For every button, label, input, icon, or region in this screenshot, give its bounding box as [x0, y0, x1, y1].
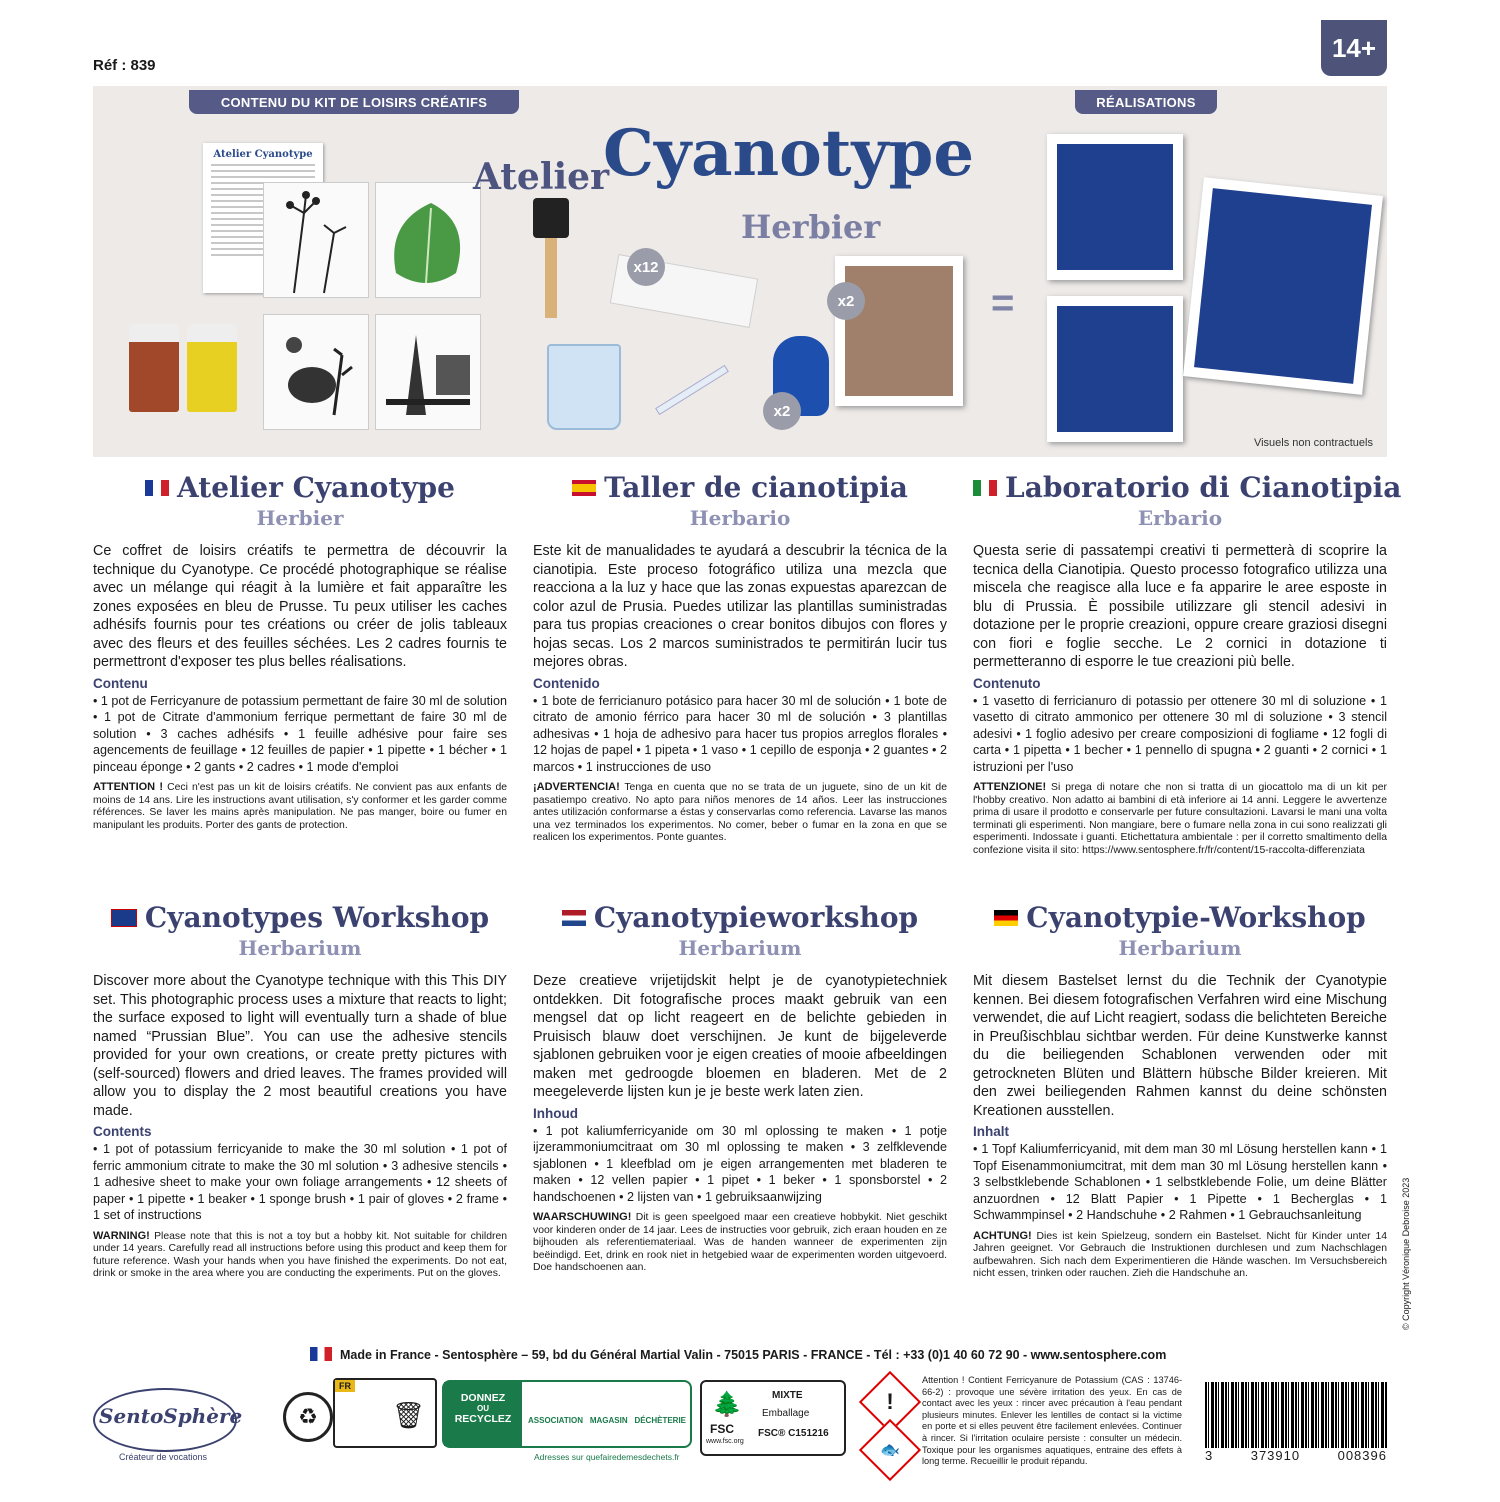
section-title: Laboratorio di Cianotipia	[1005, 471, 1402, 504]
warning-text: ATTENTION ! Ceci n'est pas un kit de loisirs créatifs. Ne convient pas aux enfants de moins de 14 ans. Lire les instructions avant utilisation, s'y conformer et les garder comme références. Se laver les mains après manipulation. Ne pas manger, boire ou fumer en manipulant les produits. Porter des gants de protection.	[93, 781, 508, 831]
contents-title: Inhalt	[973, 1124, 1009, 1139]
warning-text: WARNING! Please note that this is not a toy but a hobby kit. Not suitable for children under 14 years. Carefully read all instructions before using this product and keep them for future reference. Wash your hands when you have finished the experiments. Do not eat, drink or smoke in the area where you are conducting the experiments. Put on the gloves.	[93, 1229, 508, 1280]
section-title: Atelier Cyanotype	[177, 471, 455, 504]
recycle-bin-icon: 🗑	[391, 1400, 425, 1430]
flag-france-icon	[310, 1347, 332, 1361]
contents-title: Contenido	[533, 675, 600, 691]
product-logo	[473, 108, 1033, 268]
warning-title: ATTENTION !	[93, 781, 164, 793]
kit-banner	[93, 86, 1387, 457]
hazard-warning: Attention ! Contient Ferricyanure de Potassium (CAS : 13746-66-2) : provoque une sévère irritation des yeux. En cas de contact avec les yeux : rincer avec précaution à l'eau pendant plusieurs minutes. Enlever les lentilles de contact si la victime en porte et si elles peuvent être facilement enlevées. Continuer à rincer. Si l'irritation oculaire persiste : consulter un médecin. Toxique pour les organismes aquatiques, entraine des effets à long terme. Recueillir le produit répandu.	[922, 1375, 1182, 1467]
section-intro: Este kit de manualidades te ayudará a descubrir la técnica de la cianotipia. Este proceso fotográfico utiliza una mezcla que reacciona a la luz y hace que las zonas expuestas aparezcan de color azul de Prusia. Puedes utilizar las plantillas suministradas para tus propias creaciones o crear bonitos dibujos con flores y hojas secas. Los 2 marcos suministrados te permitirán lucir tus mejores obras.	[533, 543, 947, 670]
contents-list: • 1 Topf Kaliumferricyanid, mit dem man 30 ml Lösung herstellen kann • 1 Topf Eisenammoniumcitrat, mit dem man 30 ml Lösung herstellen kann • 3 selbstklebende Schablonen • 1 selbstklebende Folie, um deine Blätter anzuordnen • 12 Blatt Papier • 1 Pipette • 1 Becherglas • 1 Schwammpinsel • 2 Handschuhe • 2 Rahmen • 1 Gebrauchsanleitung	[973, 1142, 1387, 1222]
contents-list: • 1 vasetto di ferricianuro di potassio per ottenere 30 ml di soluzione • 1 vasetto di citrato ammonico per ottenere 30 ml di soluzione • 3 stencil adesivi • 1 foglio adesivo per creare composizioni di fogliame • 12 fogli di carta • 1 pipetta • 1 becher • 1 pennello di spugna • 2 guanti • 2 cornici • 1 istruzioni per l'uso	[973, 693, 1387, 774]
section-es	[533, 470, 947, 845]
warning-text: ATTENZIONE! Si prega di notare che non si tratta di un giocattolo ma di un kit per l'hobby creativo. Non adatto ai bambini di età inferiore ai 14 anni. Leggere le avvertenze prima di usare il prodotto e conservarle per future consultazioni. Lavarsi le mani una volta terminati gli esperimenti. Non mangiare, bere o fumare nella zona in cui sono realizzati gli esperimenti. Indossate i guanti. Etichettatura ambientale : per il corretto smaltimento della confezione visita il sito: https://www.sentosphere.fr/fr/content/15-raccolta-differenziata	[973, 781, 1387, 856]
logo-atelier: Atelier	[473, 156, 610, 198]
fsc-tree-icon: 🌲	[712, 1391, 742, 1418]
donnez-url: Adresses sur quefairedemesdechets.fr	[534, 1452, 680, 1462]
section-subtitle: Herbarium	[1118, 936, 1242, 960]
section-de	[973, 900, 1387, 1281]
copyright: © Copyright Véronique Debroise 2023	[1401, 1177, 1411, 1330]
sentosphere-logo: SentoSphère Créateur de vocations	[93, 1388, 233, 1468]
section-subtitle: Herbarium	[678, 936, 802, 960]
sorting-info-fr: FR 🗑	[333, 1378, 437, 1448]
warning-text: ACHTUNG! Dies ist kein Spielzeug, sondern ein Bastelset. Nicht für Kinder unter 14 Jahren geeignet. Vor Gebrauch die Instruktionen durchlesen und zum Nachschlagen aufbewahren. Sich nach dem Experimentieren die Hände waschen. Im Versuchsbereich nicht essen, trinken oder rauchen. Zieh die Handschuhe an.	[973, 1229, 1387, 1280]
donnez-recyclez-logo: DONNEZ OU RECYCLEZ ASSOCIATION MAGASIN DÉCHÈTERIE Adresses sur quefairedemesdechets.fr	[442, 1380, 692, 1448]
warning-text: ¡ADVERTENCIA! Tenga en cuenta que no se trata de un juguete, sino de un kit de pasatiempo creativo. No apto para niños menores de 14 años. Leer las instrucciones antes utilización conformarse a éstas y conservarlas como referencia. Lavarse las manos una vez terminados los experimentos. No comer, beber o fumar en la zona en que se realicen los experimentos. Ponte guantes.	[533, 781, 947, 844]
section-subtitle: Erbario	[1137, 506, 1223, 530]
warning-title: ATTENZIONE!	[973, 781, 1047, 793]
flower-stencil	[263, 182, 369, 298]
flag-italy-icon	[973, 480, 997, 496]
section-intro: Discover more about the Cyanotype technique with this This DIY set. This photographic process uses a mixture that reacts to light; the surface exposed to light will eventually turn a shade of blue named “Prussian Blue”. You can use the adhesive stencils provided for your own creations, or create pretty pictures with (self-sourced) flowers and dried leaves. The frames provided will allow you to display the 2 most beautiful creations you have made.	[93, 973, 507, 1119]
kit-contents-tag: CONTENU DU KIT DE LOISIRS CRÉATIFS	[189, 90, 519, 114]
warning-title: WARNING!	[93, 1229, 150, 1242]
warning-title: WAARSCHUWING!	[533, 1211, 632, 1223]
section-en	[93, 900, 507, 1281]
ghs-environment-icon: 🐟	[859, 1419, 921, 1481]
warning-title: ¡ADVERTENCIA!	[533, 781, 620, 793]
section-subtitle: Herbarium	[238, 936, 362, 960]
yellow-bottle-icon	[187, 324, 237, 412]
beaker-icon	[547, 344, 621, 430]
section-intro: Questa serie di passatempi creativi ti permetterà di scoprire la tecnica della Cianotipia. Questo processo fotografico utilizza una miscela che reagisce alla luce e fa apparire le aree esposte in blu di Prussia. È possibile utilizzare gli stencil adesivi in dotazione per le proprie creazioni, oppure creare graziosi disegni con fiori e foglie secche. Le 2 cornici in dotazione ti permetteranno di esporre le tue creazioni più belle.	[973, 543, 1387, 670]
decheterie-label: DÉCHÈTERIE	[634, 1416, 686, 1425]
realisations-tag: RÉALISATIONS	[1075, 90, 1217, 114]
flag-uk-icon	[111, 909, 137, 927]
section-title: Cyanotypie-Workshop	[1026, 901, 1366, 934]
section-nl	[533, 900, 947, 1275]
section-title: Cyanotypieworkshop	[593, 901, 919, 934]
sheets-count: x12	[627, 248, 665, 286]
frames-count: x2	[827, 282, 865, 320]
barcode: 3 373910 008396	[1205, 1382, 1387, 1460]
leaf-sheet	[375, 182, 481, 298]
sea-stencil	[263, 314, 369, 430]
gloves-count: x2	[763, 392, 801, 430]
made-in-france-line: Made in France - Sentosphère – 59, bd du Général Martial Valin - 75015 PARIS - FRANCE - Tél : +33 (0)1 40 60 72 90 - www.sentosphere.com	[310, 1348, 1166, 1363]
section-title: Taller de cianotipia	[604, 471, 908, 504]
result-frame-paris	[1183, 177, 1383, 395]
section-intro: Ce coffret de loisirs créatifs te permettra de découvrir la technique du Cyanotype. Ce procédé photographique se réalise avec un mélange qui réagit à la lumière et fait apparaître les zones exposées en bleu de Prusse. Tu peux utiliser les caches adhésifs fournis pour tes créations ou créer de jolis tableaux avec des fleurs et des feuilles séchées. Les 2 cadres fournis te permettront d'exposer tes plus belles réalisations.	[93, 543, 507, 670]
section-fr	[93, 470, 507, 832]
section-subtitle: Herbario	[689, 506, 791, 530]
logo-herbier: Herbier	[741, 208, 881, 246]
flag-germany-icon	[994, 910, 1018, 926]
triman-icon: ♻	[283, 1392, 333, 1442]
contents-title: Inhoud	[533, 1105, 578, 1121]
contents-title: Contenu	[93, 675, 148, 691]
empty-frame	[835, 256, 963, 406]
flag-netherlands-icon	[562, 910, 586, 926]
flag-spain-icon	[572, 480, 596, 496]
age-badge: 14+	[1321, 20, 1387, 76]
pipette-icon	[655, 365, 729, 415]
fsc-logo: 🌲 FSC www.fsc.org MIXTE Emballage FSC® C151216	[700, 1380, 846, 1456]
logo-cyanotype: Cyanotype	[603, 116, 975, 191]
visuels-disclaimer: Visuels non contractuels	[1253, 437, 1373, 449]
result-frame-sea	[1047, 296, 1183, 442]
warning-text: WAARSCHUWING! Dit is geen speelgoed maar een creatieve hobbykit. Niet geschikt voor kinderen onder de 14 jaar. Lees de instructies voor gebruik, zich eraan houden en ze bijhouden als referentiemateriaal. Was de handen wanneer de experimenten zijn beëindigd. Eet, drink en rook niet in hetgebied waar de experimenten worden uitgevoerd. Doe handschoenen aan.	[533, 1211, 948, 1274]
flag-france-icon	[145, 480, 169, 496]
magasin-label: MAGASIN	[589, 1416, 628, 1425]
contents-list: • 1 pot kaliumferricyanide om 30 ml oplossing te maken • 1 potje ijzerammoniumcitraat om 30 ml oplossing te maken • 3 zelfklevende sjablonen • 1 kleefblad om je eigen arrangementen met bladeren te maken • 12 vellen papier • 1 pipet • 1 beker • 1 sponsborstel • 2 handschoenen • 2 lijsten van • 1 gebruiksaanwijzing	[533, 1123, 947, 1204]
contents-title: Contents	[93, 1124, 152, 1139]
reference-number: Réf : 839	[93, 57, 156, 74]
contents-list: • 1 bote de ferricianuro potásico para hacer 30 ml de solución • 1 bote de citrato de amonio férrico para hacer 30 ml de solución • 3 plantillas adhesivas • 1 hoja de adhesivo para hacer tus propios arreglos florales • 12 hojas de papel • 1 pipeta • 1 vaso • 1 cepillo de esponja • 2 guantes • 2 marcos • 1 instrucciones de uso	[533, 693, 947, 774]
warning-title: ACHTUNG!	[973, 1229, 1032, 1242]
contents-title: Contenuto	[973, 675, 1041, 691]
section-intro: Deze creatieve vrijetijdskit helpt je de cyanotypietechniek ontdekken. Dit fotografische proces maakt gebruik van een mengsel dat op licht reageert en de belichte gebieden in Pruisisch blauw doet verschijnen. Je kunt de bijgeleverde sjablonen gebruiken voor je eigen creaties of mooie afbeeldingen maken met gedroogde bloemen en bladeren. Met de 2 meegeleverde lijsten kun je je beste werk laten zien.	[533, 973, 947, 1100]
instruction-leaflet: Atelier Cyanotype	[203, 143, 323, 293]
contents-list: • 1 pot de Ferricyanure de potassium permettant de faire 30 ml de solution • 1 pot de Citrate d'ammonium ferrique permettant de faire 30 ml de solution • 3 caches adhésifs • 1 feuille adhésive pour faire ses agencements de feuillage • 12 feuilles de papier • 1 pipette • 1 bécher • 1 pinceau éponge • 2 gants • 2 cadres • 1 mode d'emploi	[93, 693, 507, 774]
equals-sign: =	[991, 281, 1015, 325]
paris-stencil	[375, 314, 481, 430]
section-intro: Mit diesem Bastelset lernst du die Technik der Cyanotypie kennen. Bei diesem fotografischen Verfahren wird eine Mischung verwendet, die auf Licht reagiert, sodass die belichteten Bereiche in Preußischblau sichtbar werden. Für deine Kunstwerke kannst du die beiliegenden Schablonen verwenden oder mit getrockneten Blüten und Blättern hübsche Bilder kreieren. Mit den zwei beiliegenden Rahmen kannst du deine schönsten Kreationen ausstellen.	[973, 973, 1387, 1119]
ghs-exclamation-icon: !	[859, 1371, 921, 1433]
contents-list: • 1 pot of potassium ferricyanide to make the 30 ml solution • 1 pot of ferric ammonium citrate to make the 30 ml solution • 3 adhesive stencils • 1 adhesive sheet to make your own foliage arrangements • 12 sheets of paper • 1 pipette • 1 beaker • 1 sponge brush • 1 pair of gloves • 2 frame • 1 set of instructions	[93, 1142, 507, 1222]
result-frame-flower	[1047, 134, 1183, 280]
section-it	[973, 470, 1402, 858]
section-title: Cyanotypes Workshop	[144, 901, 490, 934]
section-subtitle: Herbier	[256, 506, 344, 530]
association-label: ASSOCIATION	[528, 1416, 583, 1425]
red-bottle-icon	[129, 324, 179, 412]
